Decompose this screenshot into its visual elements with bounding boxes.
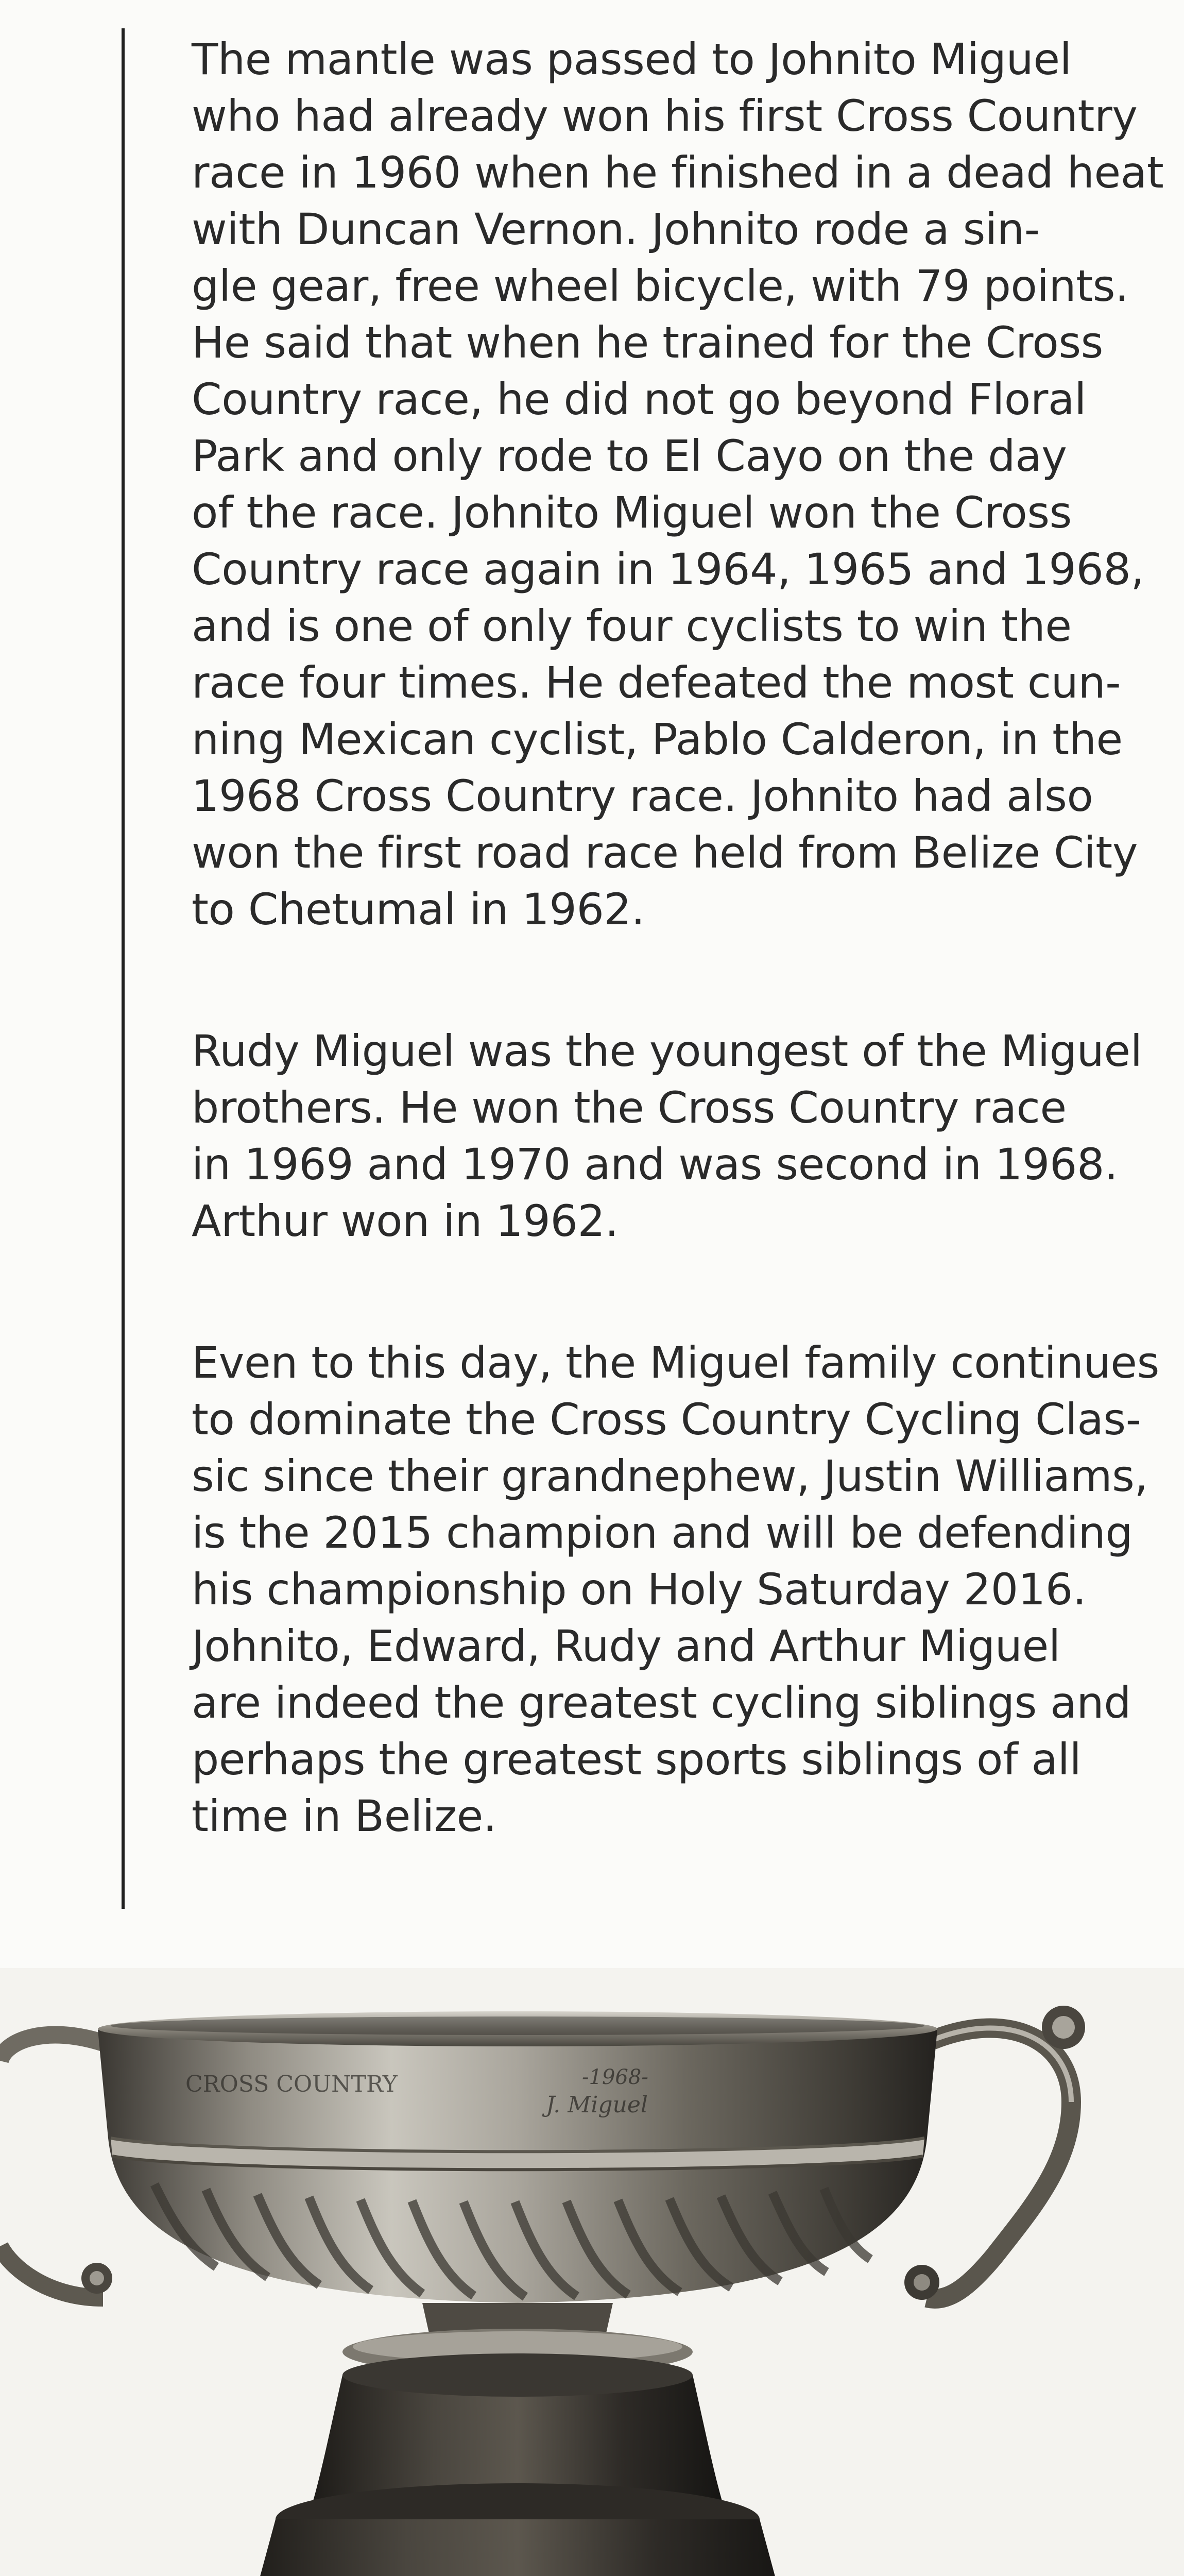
- text-line: race four times. He defeated the most cun-: [192, 657, 1121, 708]
- text-line: won the first road race held from Belize City: [192, 827, 1138, 878]
- text-line: his championship on Holy Saturday 2016.: [192, 1564, 1087, 1615]
- text-line: perhaps the greatest sports siblings of all: [192, 1734, 1082, 1785]
- text-line: Country race, he did not go beyond Floral: [192, 374, 1087, 425]
- text-line: brothers. He won the Cross Country race: [192, 1082, 1067, 1133]
- paragraph-spacer: [192, 1249, 1149, 1334]
- text-line: race in 1960 when he finished in a dead heat: [192, 147, 1164, 198]
- text-line: is the 2015 champion and will be defending: [192, 1507, 1133, 1558]
- text-line: and is one of only four cyclists to win the: [192, 601, 1072, 651]
- column-rule: [122, 28, 125, 1909]
- text-line: to dominate the Cross Country Cycling Clas-: [192, 1394, 1141, 1445]
- text-line: Even to this day, the Miguel family continues: [192, 1337, 1159, 1388]
- text-line: to Chetumal in 1962.: [192, 884, 645, 935]
- text-line: The mantle was passed to Johnito Miguel: [192, 34, 1072, 84]
- paragraph-spacer: [192, 938, 1149, 1023]
- text-line: 1968 Cross Country race. Johnito had also: [192, 771, 1093, 821]
- trophy-plinth: [242, 2519, 793, 2576]
- text-line: Rudy Miguel was the youngest of the Miguel: [192, 1026, 1142, 1076]
- engraving-name: J. Miguel: [546, 2092, 648, 2118]
- engraving-year: -1968-: [582, 2065, 648, 2089]
- text-line: are indeed the greatest cycling siblings and: [192, 1677, 1131, 1728]
- engraving-left: CROSS COUNTRY: [185, 2071, 398, 2097]
- text-line: in 1969 and 1970 and was second in 1968.: [192, 1139, 1118, 1190]
- text-line: ning Mexican cyclist, Pablo Calderon, in the: [192, 714, 1123, 765]
- trophy-photo: [0, 1968, 1184, 2576]
- text-line: gle gear, free wheel bicycle, with 79 points.: [192, 261, 1129, 311]
- text-line: with Duncan Vernon. Johnito rode a sin-: [192, 204, 1040, 255]
- text-line: of the race. Johnito Miguel won the Cross: [192, 487, 1072, 538]
- paragraph-2: [192, 1023, 1149, 1249]
- text-line: Arthur won in 1962.: [192, 1196, 619, 1246]
- text-line: sic since their grandnephew, Justin Williams,: [192, 1451, 1148, 1501]
- paragraph-3: [192, 1334, 1159, 1844]
- text-line: Park and only rode to El Cayo on the day: [192, 431, 1067, 481]
- article-text: [192, 31, 1164, 1844]
- text-line: time in Belize.: [192, 1791, 497, 1841]
- text-line: who had already won his first Cross Country: [192, 91, 1138, 141]
- text-line: Country race again in 1964, 1965 and 1968,: [192, 544, 1144, 595]
- text-line: He said that when he trained for the Cross: [192, 317, 1104, 368]
- trophy-cup-image: [0, 1968, 1184, 2576]
- paragraph-1: [192, 31, 1164, 938]
- text-line: Johnito, Edward, Rudy and Arthur Miguel: [192, 1621, 1060, 1671]
